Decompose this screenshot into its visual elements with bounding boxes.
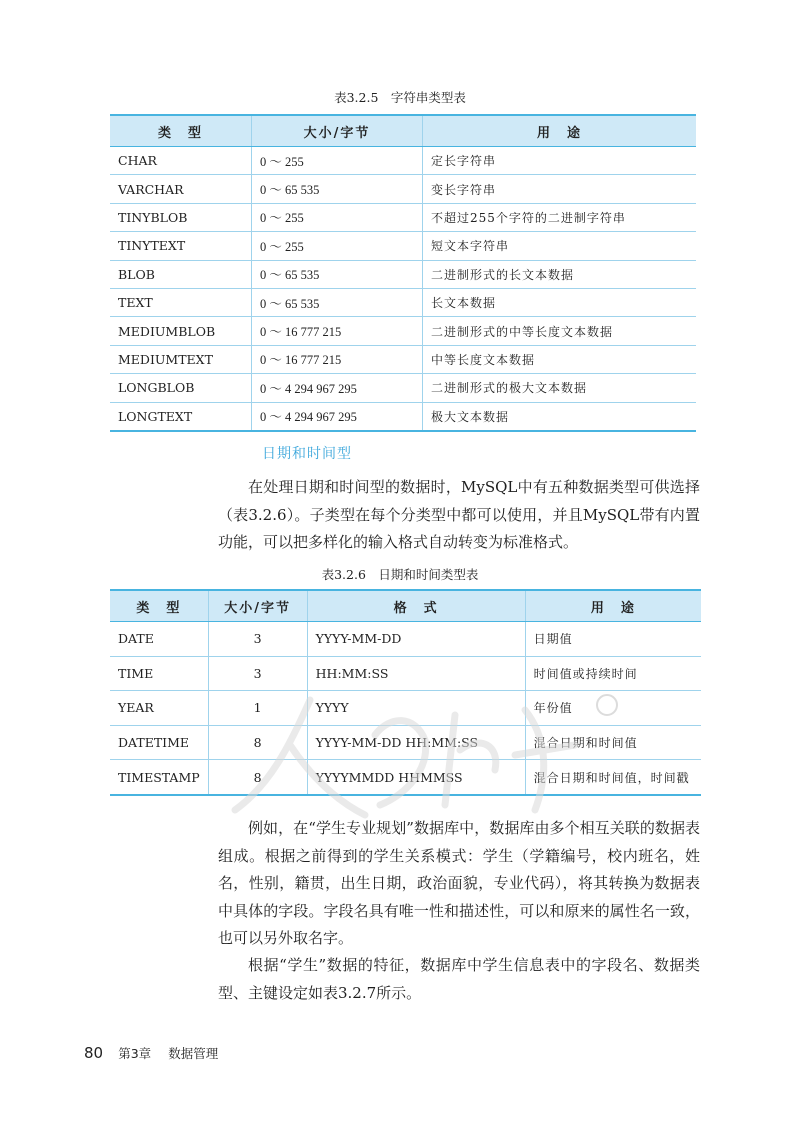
page-number: 80 bbox=[84, 1044, 104, 1062]
table1-caption: 表3.2.5 字符串类型表 bbox=[334, 90, 466, 105]
table-row bbox=[110, 317, 696, 345]
table-cell: 混合日期和时间值，时间戳 bbox=[525, 760, 701, 795]
table-cell: 极大文本数据 bbox=[423, 402, 697, 431]
table-cell: 0 ～ 4 294 967 295 bbox=[252, 374, 423, 402]
table-cell: 0 ～ 65 535 bbox=[252, 175, 423, 203]
table-cell: YYYYMMDD HHMMSS bbox=[307, 760, 525, 795]
table-cell: 8 bbox=[208, 725, 307, 760]
table2-caption: 表3.2.6 日期和时间类型表 bbox=[321, 567, 479, 582]
table-cell: DATETIME bbox=[110, 725, 208, 760]
table-cell: 0 ～ 255 bbox=[252, 232, 423, 260]
table-cell: 长文本数据 bbox=[423, 288, 697, 316]
table-cell: 日期值 bbox=[525, 622, 701, 657]
table-cell: CHAR bbox=[110, 147, 252, 175]
table-row bbox=[110, 691, 701, 726]
chapter-label: 第3章 bbox=[118, 1046, 152, 1061]
table2-header-type: 类 型 bbox=[110, 590, 208, 622]
table-cell: 0 ～ 4 294 967 295 bbox=[252, 402, 423, 431]
table-row bbox=[110, 374, 696, 402]
table-cell: BLOB bbox=[110, 260, 252, 288]
table-cell: 定长字符串 bbox=[423, 147, 697, 175]
table1-header-usage: 用 途 bbox=[423, 115, 697, 147]
table-cell: 二进制形式的极大文本数据 bbox=[423, 374, 697, 402]
table-cell: 3 bbox=[208, 656, 307, 691]
table-row bbox=[110, 656, 701, 691]
table-cell: YYYY bbox=[307, 691, 525, 726]
table-cell: 3 bbox=[208, 622, 307, 657]
table-cell: TINYBLOB bbox=[110, 203, 252, 231]
table-cell: 二进制形式的中等长度文本数据 bbox=[423, 317, 697, 345]
table-cell: 1 bbox=[208, 691, 307, 726]
table2-header-size: 大小/字节 bbox=[208, 590, 307, 622]
table-cell: HH:MM:SS bbox=[307, 656, 525, 691]
string-type-table bbox=[110, 114, 696, 432]
table2-header-row bbox=[110, 590, 701, 622]
table-cell: YYYY-MM-DD HH:MM:SS bbox=[307, 725, 525, 760]
table-cell: TIME bbox=[110, 656, 208, 691]
table-row bbox=[110, 232, 696, 260]
table-cell: LONGTEXT bbox=[110, 402, 252, 431]
table-cell: YYYY-MM-DD bbox=[307, 622, 525, 657]
paragraph-student-fields: 根据“学生”数据的特征，数据库中学生信息表中的字段名、数据类型、主键设定如表3.2.7所示。 bbox=[218, 956, 700, 1002]
section-title: 日期和时间型 bbox=[262, 446, 352, 462]
table-cell: 0 ～ 16 777 215 bbox=[252, 345, 423, 373]
table-cell: 时间值或持续时间 bbox=[525, 656, 701, 691]
table-cell: 8 bbox=[208, 760, 307, 795]
chapter-title: 数据管理 bbox=[168, 1046, 219, 1061]
table-row bbox=[110, 288, 696, 316]
table-cell: YEAR bbox=[110, 691, 208, 726]
table-row bbox=[110, 345, 696, 373]
paragraph-student-example: 例如，在“学生专业规划”数据库中，数据库由多个相互关联的数据表组成。根据之前得到的学生关系模式：学生（学籍编号，校内班名，姓名，性别，籍贯，出生日期，政治面貌，专业代码），将其转换为数据表中具体的字段。字段名具有唯一性和描述性，可以和原来的属性名一致，也可以另外取名字。 bbox=[218, 819, 700, 947]
table-row bbox=[110, 175, 696, 203]
datetime-type-table bbox=[110, 589, 701, 796]
table-cell: TEXT bbox=[110, 288, 252, 316]
table2-header-format: 格 式 bbox=[307, 590, 525, 622]
table-row bbox=[110, 725, 701, 760]
table-cell: 0 ～ 65 535 bbox=[252, 260, 423, 288]
table-cell: MEDIUMBLOB bbox=[110, 317, 252, 345]
table1-header-row bbox=[110, 115, 696, 147]
table-cell: DATE bbox=[110, 622, 208, 657]
table-cell: 年份值 bbox=[525, 691, 701, 726]
page-footer bbox=[84, 1043, 218, 1062]
table-cell: 0 ～ 16 777 215 bbox=[252, 317, 423, 345]
table-row bbox=[110, 760, 701, 795]
table-row bbox=[110, 402, 696, 431]
table-cell: 混合日期和时间值 bbox=[525, 725, 701, 760]
table-cell: TINYTEXT bbox=[110, 232, 252, 260]
table1-header-size: 大小/字节 bbox=[252, 115, 423, 147]
table-row bbox=[110, 147, 696, 175]
table-cell: LONGBLOB bbox=[110, 374, 252, 402]
table-cell: 0 ～ 255 bbox=[252, 203, 423, 231]
table-cell: 0 ～ 255 bbox=[252, 147, 423, 175]
table-cell: 中等长度文本数据 bbox=[423, 345, 697, 373]
table-cell: 0 ～ 65 535 bbox=[252, 288, 423, 316]
table-cell: 不超过255个字符的二进制字符串 bbox=[423, 203, 697, 231]
table-row bbox=[110, 203, 696, 231]
table1-header-type: 类 型 bbox=[110, 115, 252, 147]
table-cell: 短文本字符串 bbox=[423, 232, 697, 260]
paragraph-datetime-intro: 在处理日期和时间型的数据时，MySQL中有五种数据类型可供选择（表3.2.6）。子类型在每个分类型中都可以使用，并且MySQL带有内置功能，可以把多样化的输入格式自动转变为标准格式。 bbox=[218, 478, 700, 551]
table-cell: VARCHAR bbox=[110, 175, 252, 203]
table-cell: 二进制形式的长文本数据 bbox=[423, 260, 697, 288]
table-cell: TIMESTAMP bbox=[110, 760, 208, 795]
table2-header-usage: 用 途 bbox=[525, 590, 701, 622]
table-row bbox=[110, 622, 701, 657]
table-cell: 变长字符串 bbox=[423, 175, 697, 203]
table-row bbox=[110, 260, 696, 288]
table-cell: MEDIUMTEXT bbox=[110, 345, 252, 373]
